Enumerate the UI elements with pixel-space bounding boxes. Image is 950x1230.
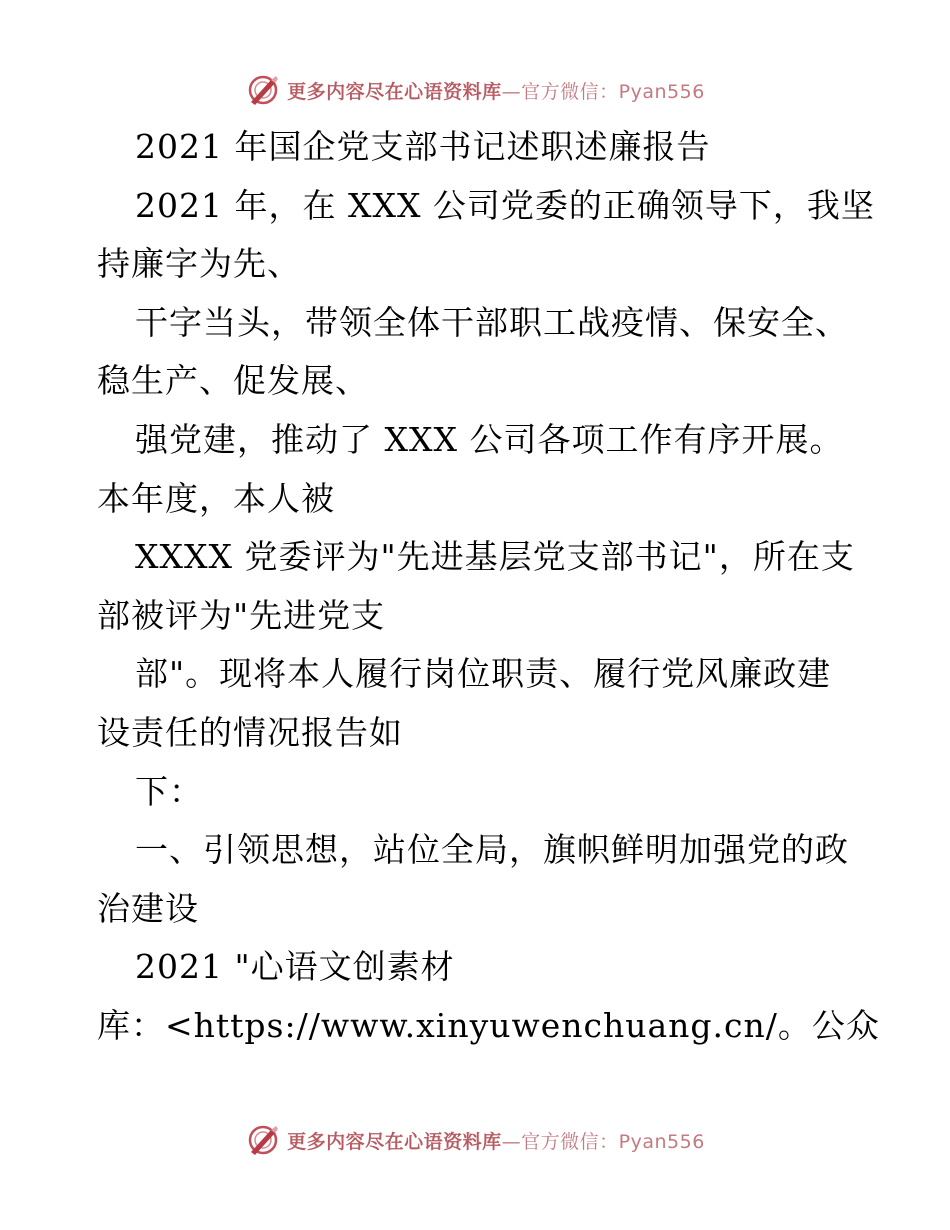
document-line: 稳生产、促发展、 [97,361,369,401]
document-line: 库：<https://www.xinyuwenchuang.cn/。公众 [97,1005,880,1045]
footer-watermark-text [287,1127,705,1154]
document-line: 下： [135,771,203,811]
document-line: 干字当头，带领全体干部职工战疫情、保安全、 [135,302,849,342]
document-line: 2021 "心语文创素材 [135,947,455,987]
pen-circle-logo-icon [245,1122,281,1158]
document-line: 2021 年，在 XXX 公司党委的正确领导下，我坚 [135,185,875,225]
document-line: 强党建，推动了 XXX 公司各项工作有序开展。 [135,419,844,459]
header-watermark-text [287,77,705,104]
document-line: 治建设 [97,888,199,928]
document-line: 部"。现将本人履行岗位职责、履行党风廉政建 [135,654,832,694]
footer-watermark-main: 更多内容尽在心语资料库 [287,1130,502,1153]
footer-watermark [0,1120,950,1160]
document-line: 2021 年国企党支部书记述职述廉报告 [135,127,711,166]
footer-watermark-tail: —官方微信：Pyan556 [501,1130,705,1153]
header-watermark-main: 更多内容尽在心语资料库 [287,80,502,103]
header-watermark [0,70,950,110]
document-line: 本年度，本人被 [97,478,335,518]
document-body [97,118,880,1056]
header-watermark-tail: —官方微信：Pyan556 [501,80,705,103]
document-line: XXXX 党委评为"先进基层党支部书记"，所在支 [135,537,855,577]
pen-circle-logo-icon [245,72,281,108]
document-line: 一、引领思想，站位全局，旗帜鲜明加强党的政 [135,830,849,870]
document-line: 部被评为"先进党支 [97,595,386,635]
document-line: 持廉字为先、 [97,244,301,284]
document-line: 设责任的情况报告如 [97,712,403,752]
